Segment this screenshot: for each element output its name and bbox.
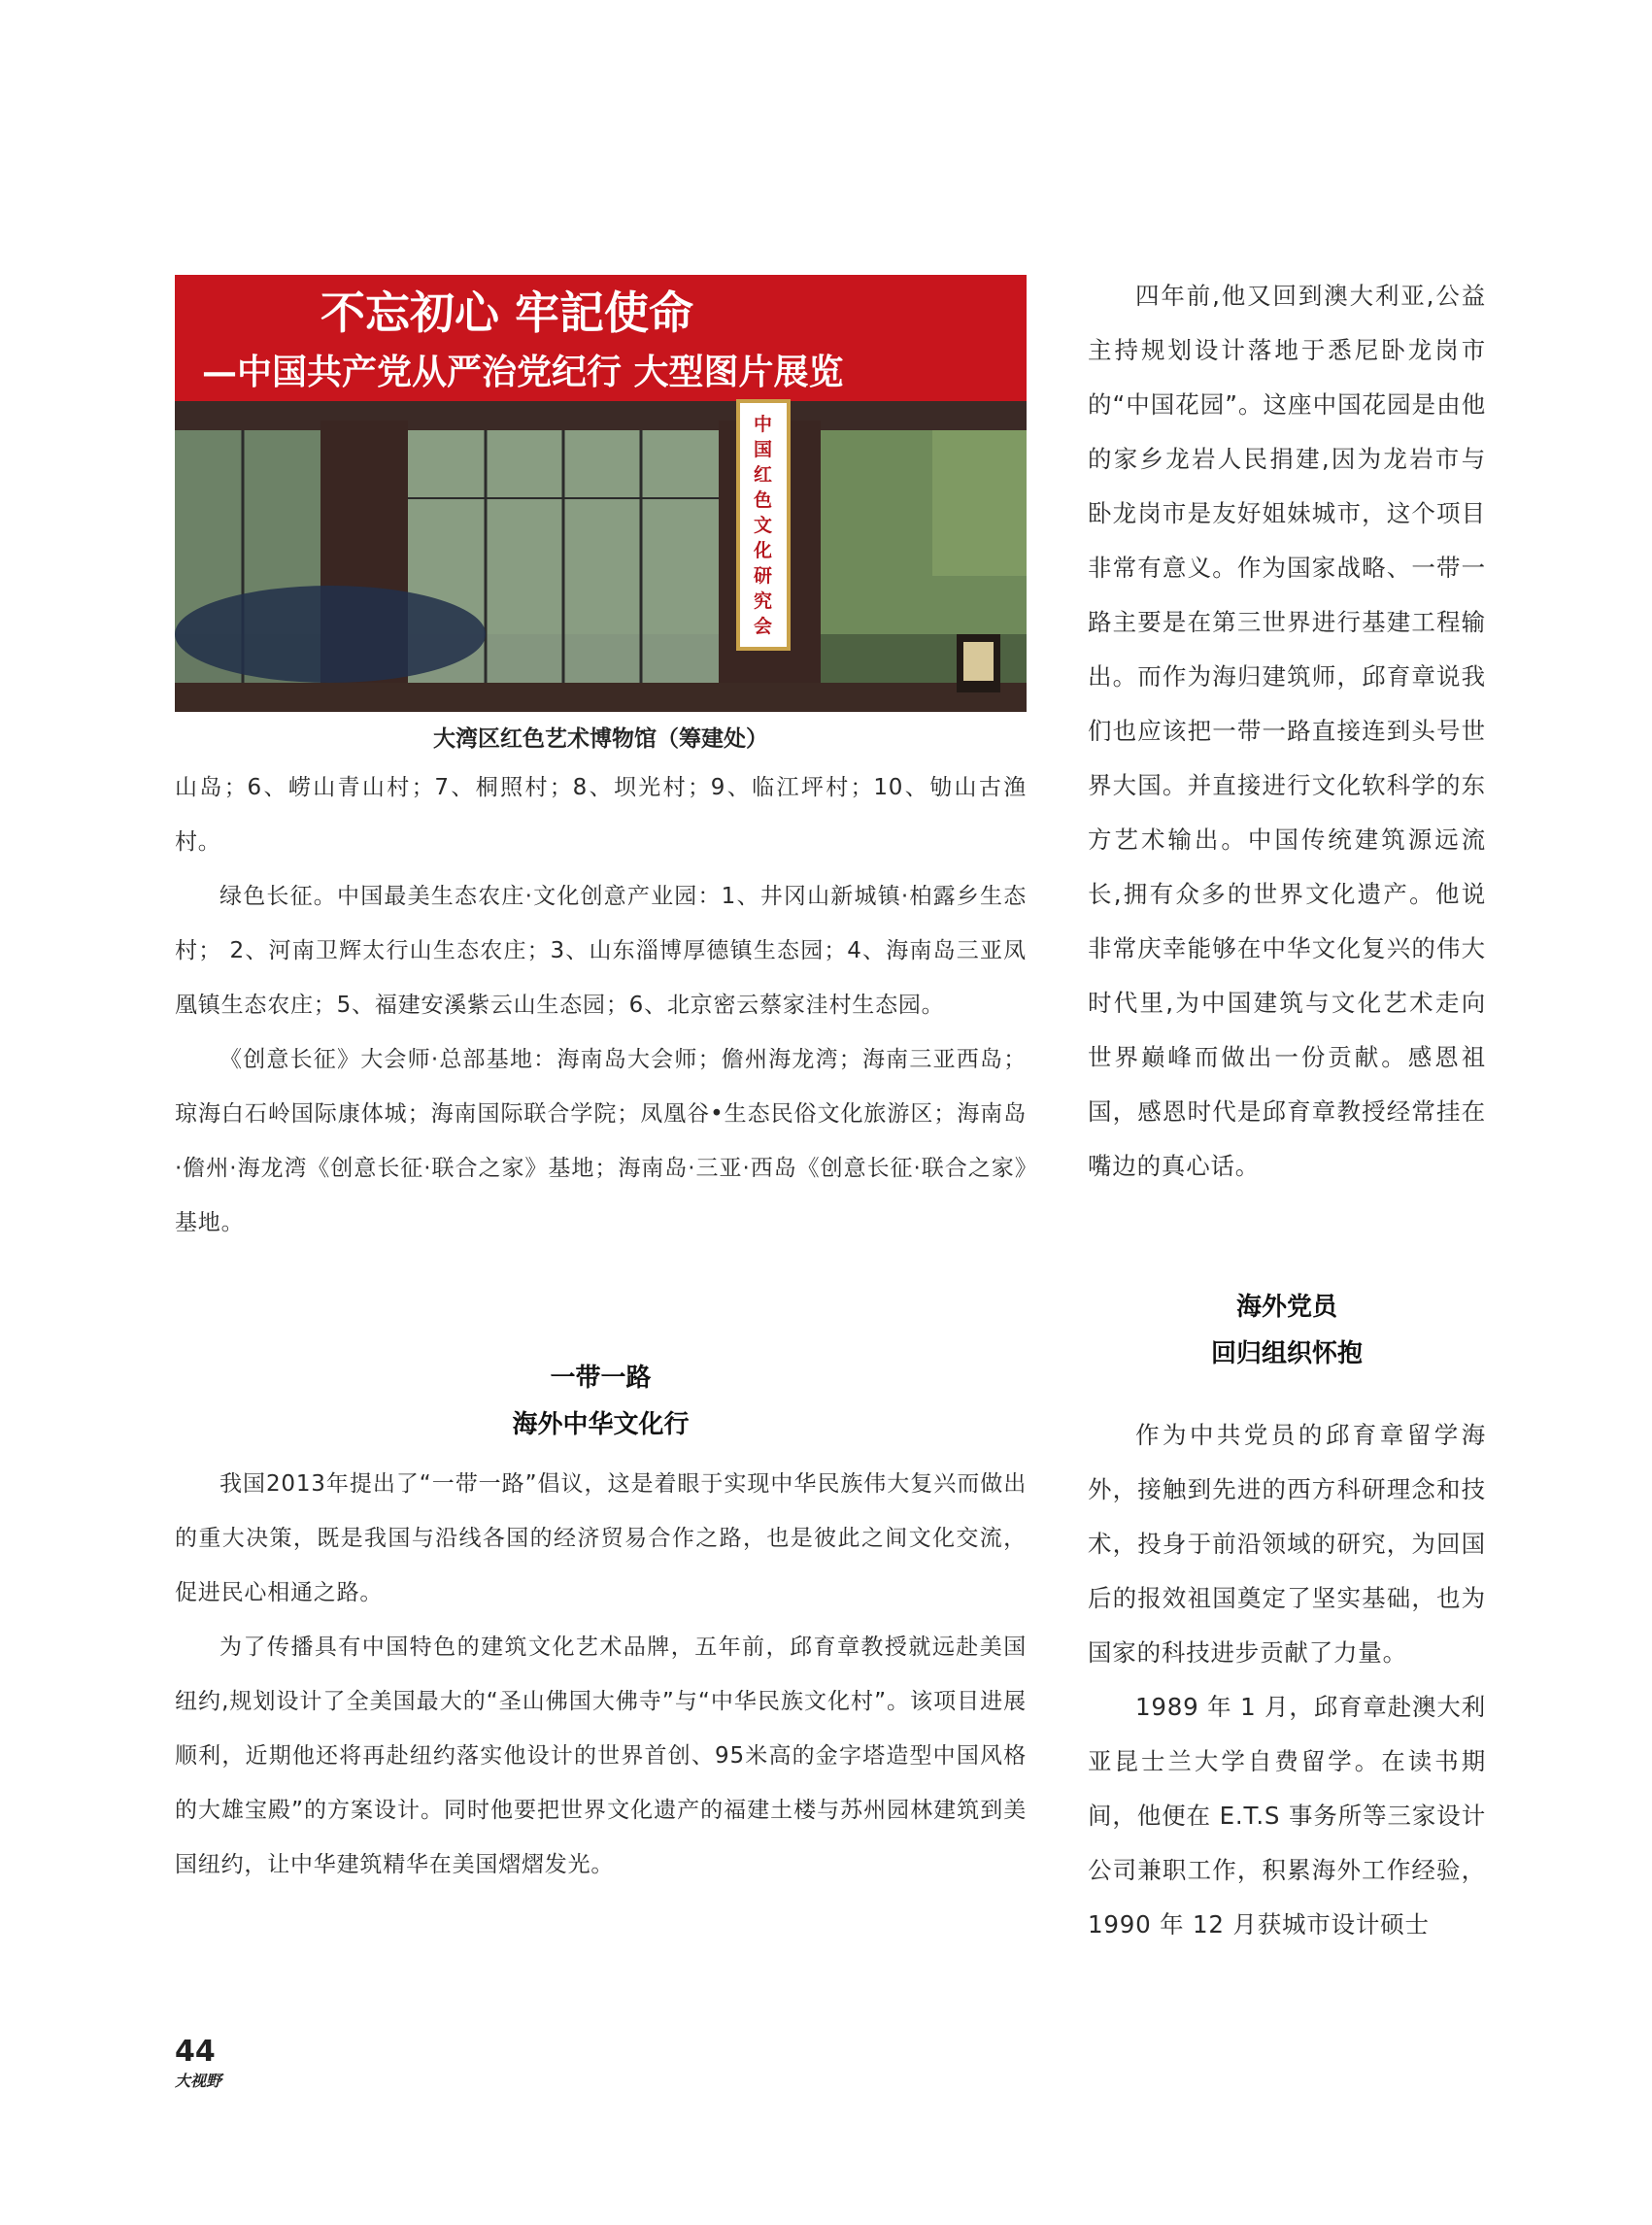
photo-caption: 大湾区红色艺术博物馆（筹建处） [433, 726, 768, 752]
left-column [175, 760, 1027, 1250]
sign-character: 中 [754, 414, 773, 435]
museum-photo [175, 275, 1027, 712]
paragraph: 绿色长征。中国最美生态农庄·文化创意产业园：1、井冈山新城镇·柏露乡生态村； 2、河南卫辉太行山生态农庄；3、山东淄博厚德镇生态园；4、海南岛三亚凤凰镇生态农庄；5、福建安溪紫云山生态园；6、北京密云蔡家洼村生态园。 [175, 884, 1027, 1018]
sign-character: 色 [754, 489, 773, 511]
heading-line: 海外党员 [1235, 1293, 1337, 1322]
institute-sign-text [753, 413, 772, 637]
museum-photo-drawing [175, 275, 1027, 712]
right-column [1088, 269, 1486, 1194]
page-number: 44 [175, 2035, 216, 2069]
magazine-logo: 大视野 [175, 2072, 222, 2090]
sign-character: 研 [754, 565, 773, 587]
paragraph: 四年前,他又回到澳大利亚,公益主持规划设计落地于悉尼卧龙岗市的“中国花园”。这座中国花园是由他的家乡龙岩人民捐建,因为龙岩市与卧龙岗市是友好姐妹城市，这个项目非常有意义。作为国家战略、一带一路主要是在第三世界进行基建工程输出。而作为海归建筑师，邱育章说我们也应该把一带一路直接连到头号世界大国。并直接进行文化软科学的东方艺术输出。中国传统建筑源远流长,拥有众多的世界文化遗产。他说非常庆幸能够在中华文化复兴的伟大时代里,为中国建筑与文化艺术走向世界巅峰而做出一份贡献。感恩祖国，感恩时代是邱育章教授经常挂在嘴边的真心话。 [1088, 282, 1486, 1180]
right-column-lower [1088, 1408, 1486, 1952]
paragraph: 我国2013年提出了“一带一路”倡议，这是着眼于实现中华民族伟大复兴而做出的重大决策，既是我国与沿线各国的经济贸易合作之路，也是彼此之间文化交流，促进民心相通之路。 [175, 1471, 1027, 1605]
paragraph: 1989 年 1 月，邱育章赴澳大利亚昆士兰大学自费留学。在读书期间，他便在 E.T.S 事务所等三家设计公司兼职工作，积累海外工作经验，1990 年 12 月获城市设计硕士 [1088, 1693, 1486, 1938]
sign-character: 国 [754, 439, 773, 460]
section-heading-belt-road [175, 1355, 1027, 1448]
paragraph: 作为中共党员的邱育章留学海外，接触到先进的西方科研理念和技术，投身于前沿领域的研究，为回国后的报效祖国奠定了坚实基础，也为国家的科技进步贡献了力量。 [1088, 1421, 1486, 1667]
left-column-lower [175, 1457, 1027, 1892]
paragraph: 山岛；6、崂山青山村；7、桐照村；8、坝光村；9、临江坪村；10、劬山古渔村。 [175, 775, 1027, 855]
paragraph: 《创意长征》大会师·总部基地：海南岛大会师；儋州海龙湾；海南三亚西岛；琼海白石岭国际康体城；海南国际联合学院；凤凰谷•生态民俗文化旅游区；海南岛·儋州·海龙湾《创意长征·联合之家》基地；海南岛·三亚·西岛《创意长征·联合之家》基地。 [175, 1047, 1027, 1235]
heading-line: 海外中华文化行 [512, 1410, 690, 1439]
sign-character: 会 [754, 616, 773, 637]
heading-line: 回归组织怀抱 [1210, 1339, 1363, 1368]
sign-character: 文 [754, 515, 773, 536]
banner-line1: 不忘初心 牢記使命 [320, 287, 694, 339]
banner-line2: —中国共产党从严治党纪行 大型图片展览 [202, 352, 844, 392]
section-heading-overseas-members [1088, 1284, 1486, 1377]
sign-character: 究 [754, 590, 773, 612]
sign-character: 化 [754, 540, 773, 561]
sign-character: 红 [754, 464, 773, 486]
heading-line: 一带一路 [550, 1364, 652, 1393]
paragraph: 为了传播具有中国特色的建筑文化艺术品牌，五年前，邱育章教授就远赴美国纽约,规划设计了全美国最大的“圣山佛国大佛寺”与“中华民族文化村”。该项目进展顺利，近期他还将再赴纽约落实他设计的世界首创、95米高的金字塔造型中国风格的大雄宝殿”的方案设计。同时他要把世界文化遗产的福建土楼与苏州园林建筑到美国纽约，让中华建筑精华在美国熠熠发光。 [175, 1635, 1027, 1877]
